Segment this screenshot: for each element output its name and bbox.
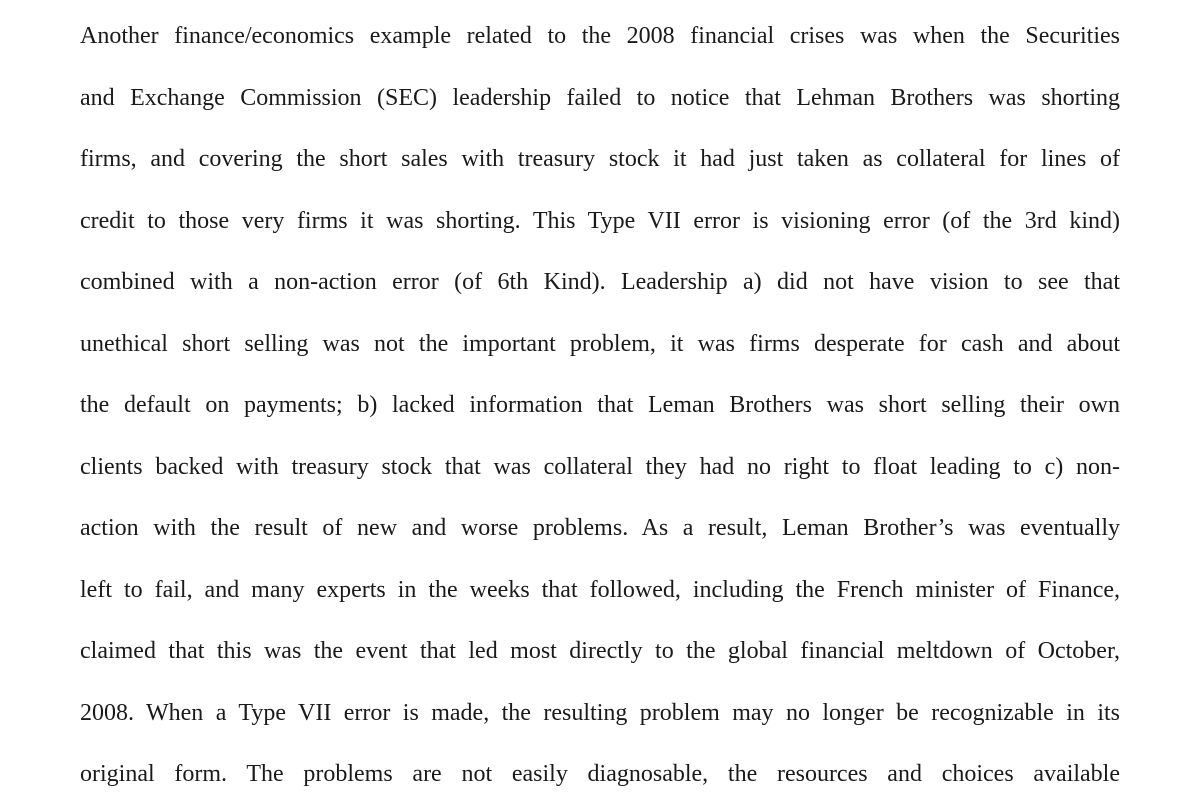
text-line: the default on payments; b) lacked information that Leman Brothers was short selling their own bbox=[80, 392, 1120, 418]
text-line: clients backed with treasury stock that was collateral they had no right to float leading to c) non- bbox=[80, 453, 1120, 480]
text-line: original form. The problems are not easily diagnosable, the resources and choices available bbox=[80, 761, 1120, 787]
text-line: left to fail, and many experts in the weeks that followed, including the French minister of Finance, bbox=[80, 576, 1120, 603]
body-paragraph bbox=[80, 6, 1120, 806]
text-line: 2008. When a Type VII error is made, the resulting problem may no longer be recognizable in its bbox=[80, 699, 1120, 726]
text-line: action with the result of new and worse problems. As a result, Leman Brother’s was eventually bbox=[80, 515, 1120, 541]
text-line: unethical short selling was not the important problem, it was firms desperate for cash and about bbox=[80, 330, 1120, 357]
text-line: Another finance/economics example related to the 2008 financial crises was when the Securities bbox=[80, 23, 1120, 49]
text-line: claimed that this was the event that led most directly to the global financial meltdown of October, bbox=[80, 638, 1120, 664]
text-line: credit to those very firms it was shorting. This Type VII error is visioning error (of the 3rd kind) bbox=[80, 207, 1120, 234]
text-line: and Exchange Commission (SEC) leadership failed to notice that Lehman Brothers was shorting bbox=[80, 84, 1120, 111]
text-line: firms, and covering the short sales with treasury stock it had just taken as collateral for lines of bbox=[80, 146, 1120, 172]
text-line: combined with a non-action error (of 6th Kind). Leadership a) did not have vision to see that bbox=[80, 269, 1120, 295]
